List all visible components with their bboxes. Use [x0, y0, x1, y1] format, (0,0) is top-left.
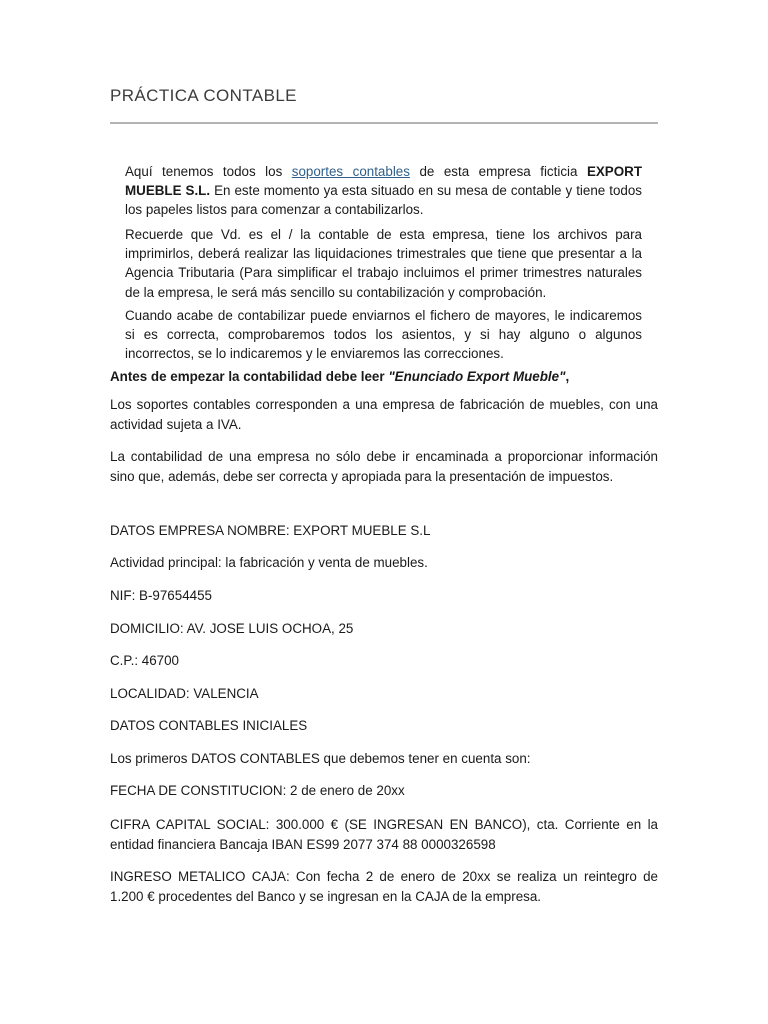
fecha-constitucion-line — [110, 781, 658, 800]
intro-p1-end: En este momento ya esta situado en su mesa de contable y tiene todos los papeles listos para comenzar a contabilizarlos. — [125, 183, 642, 218]
soportes-contables-link[interactable]: soportes contables — [291, 164, 410, 179]
cp-line — [110, 651, 658, 670]
enunciado-reference: "Enunciado Export Mueble" — [388, 369, 566, 384]
cp-text: C.P.: 46700 — [110, 653, 179, 668]
domicilio-line — [110, 619, 658, 638]
soportes-text: Los soportes contables corresponden a una empresa de fabricación de muebles, con una actividad sujeta a IVA. — [110, 397, 658, 432]
domicilio-text: DOMICILIO: AV. JOSE LUIS OCHOA, 25 — [110, 621, 354, 636]
intro-p2-text: Recuerde que Vd. es el / la contable de esta empresa, tiene los archivos para imprimirlos, deberá realizar las liquidaciones trimestrales que tiene que presentar a la Agencia Tributaria (Para simplificar el trabajo incluimos el primer trimestres naturales de la empresa, le será más sencillo su contabilización y comprobación. — [125, 227, 642, 300]
datos-contables-heading — [110, 716, 658, 735]
intro-paragraph-1 — [125, 162, 642, 220]
soportes-paragraph — [110, 395, 658, 435]
datos-contables-text: DATOS CONTABLES INICIALES — [110, 718, 308, 733]
primeros-line — [110, 749, 658, 768]
intro-p1-start: Aquí tenemos todos los — [125, 164, 292, 179]
contabilidad-text: La contabilidad de una empresa no sólo debe ir encaminada a proporcionar información sino que, además, debe ser correcta y apropiada para la presentación de impuestos. — [110, 449, 658, 484]
antes-suffix: , — [565, 369, 570, 384]
intro-p1-mid: de esta empresa ficticia — [409, 164, 587, 179]
actividad-line — [110, 553, 658, 572]
fecha-text: FECHA DE CONSTITUCION: 2 de enero de 20xx — [110, 783, 405, 798]
nif-text: NIF: B-97654455 — [110, 588, 212, 603]
datos-empresa-text: DATOS EMPRESA NOMBRE: EXPORT MUEBLE S.L — [110, 523, 431, 538]
ingreso-text: INGRESO METALICO CAJA: Con fecha 2 de enero de 20xx se realiza un reintegro de 1.200 € procedentes del Banco y se ingresan en la CAJA de la empresa. — [110, 869, 658, 904]
datos-empresa-line — [110, 521, 658, 540]
actividad-text: Actividad principal: la fabricación y venta de muebles. — [110, 555, 428, 570]
primeros-text: Los primeros DATOS CONTABLES que debemos tener en cuenta son: — [110, 751, 531, 766]
page-title: PRÁCTICA CONTABLE — [110, 86, 297, 105]
ingreso-caja-paragraph — [110, 867, 658, 907]
intro-p3-text: Cuando acabe de contabilizar puede enviarnos el fichero de mayores, le indicaremos si es correcta, comprobaremos todos los asientos, y si hay alguno o algunos incorrectos, se lo indicaremos y le enviaremos las correcciones. — [125, 308, 642, 362]
intro-paragraph-3 — [125, 306, 642, 364]
title-divider — [110, 122, 658, 124]
localidad-line — [110, 684, 658, 703]
antes-paragraph — [110, 367, 658, 386]
intro-paragraph-2 — [125, 225, 642, 302]
company-name: EXPORT MUEBLE S.L. — [125, 164, 642, 199]
nif-line — [110, 586, 658, 605]
antes-prefix: Antes de empezar la contabilidad debe leer — [110, 369, 389, 384]
cifra-text: CIFRA CAPITAL SOCIAL: 300.000 € (SE INGRESAN EN BANCO), cta. Corriente en la entidad financiera Bancaja IBAN ES99 2077 374 88 0000326598 — [110, 817, 658, 852]
localidad-text: LOCALIDAD: VALENCIA — [110, 686, 259, 701]
cifra-capital-paragraph — [110, 815, 658, 855]
contabilidad-paragraph — [110, 447, 658, 487]
